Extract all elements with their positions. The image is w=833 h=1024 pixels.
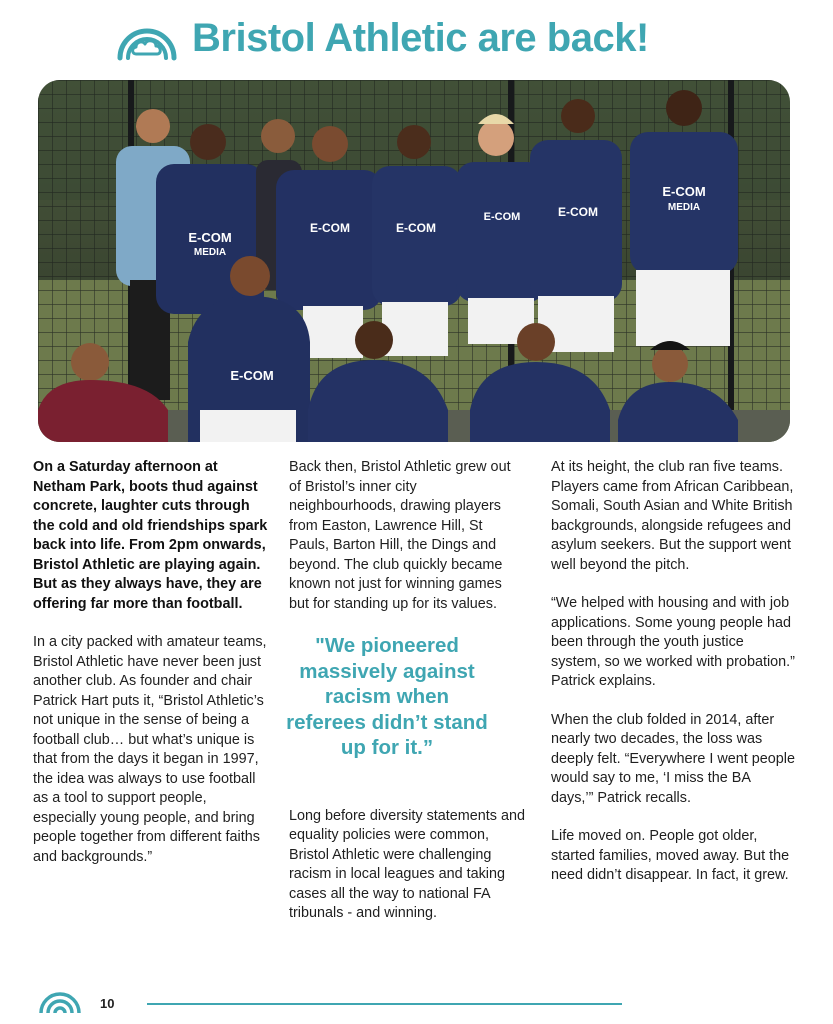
- paragraph: Life moved on. People got older, started families, moved away. But the need didn’t disappear. In fact, it grew.: [551, 828, 790, 883]
- sponsor-text: MEDIA: [667, 202, 701, 213]
- page-header: [0, 0, 833, 80]
- article-column-3: [551, 458, 796, 905]
- page-number: 10: [100, 996, 115, 1011]
- paragraph: Back then, Bristol Athletic grew out of Bristol’s inner city neighbourhoods, drawing players from Easton, Lawrence Hill, St Pauls, Barton Hill, the Dings and beyond. The club quickly became known not just for winning games but for standing up for its values.: [289, 459, 511, 612]
- article-column-1: [33, 458, 268, 886]
- paragraph: Long before diversity statements and equality policies were common, Bristol Athletic were challenging racism in local leagues and taking cases all the way to national FA tribunals - and winning.: [289, 807, 525, 921]
- sponsor-text: E-COM: [230, 368, 274, 383]
- arcs-logo-icon: [37, 992, 83, 1014]
- paragraph: In a city packed with amateur teams, Bristol Athletic have never been just another club. As founder and chair Patrick Hart puts it, “Bristol Athletic’s not unique in the sense of being a football club… but what’s unique is that from the days it began in 1997, the idea was always to use football as a tool to support people, especially young people, and bring people together from different faiths and backgrounds.”: [33, 634, 267, 865]
- footer-divider: [147, 1003, 622, 1005]
- sponsor-text: E-COM: [483, 211, 521, 223]
- paragraph: “We helped with housing and with job applications. Some young people had been through the youth justice system, so we worked with probation.” Patrick explains.: [551, 595, 795, 689]
- paragraph: At its height, the club ran five teams. Players came from African Caribbean, Somali, South Asian and White British backgrounds, alongside refugees and asylum seekers. But the support went well beyond the pitch.: [551, 459, 794, 573]
- sponsor-text: E-COM: [662, 184, 706, 199]
- lead-paragraph: On a Saturday afternoon at Netham Park, boots thud against concrete, laughter cuts through the cold and old friendships spark back into life. From 2pm onwards, Bristol Athletic are playing again. But as they always have, they are offering far more than football.: [33, 459, 268, 612]
- paragraph: When the club folded in 2014, after nearly two decades, the loss was deeply felt. “Everywhere I went people would say to me, ‘I miss the BA days,’” Patrick recalls.: [551, 711, 795, 806]
- page-title: Bristol Athletic are back!: [192, 16, 649, 60]
- sponsor-text: E-COM: [310, 221, 350, 235]
- sponsor-text: E-COM: [188, 230, 232, 245]
- cloud-arcs-icon: [112, 14, 182, 66]
- pull-quote: "We pioneered massively against racism when referees didn’t stand up for it.”: [286, 634, 488, 759]
- sponsor-text: E-COM: [396, 221, 436, 235]
- sponsor-text: E-COM: [558, 205, 598, 219]
- sponsor-text: MEDIA: [193, 247, 227, 258]
- team-photo: [38, 80, 790, 442]
- article-column-2: [286, 458, 525, 943]
